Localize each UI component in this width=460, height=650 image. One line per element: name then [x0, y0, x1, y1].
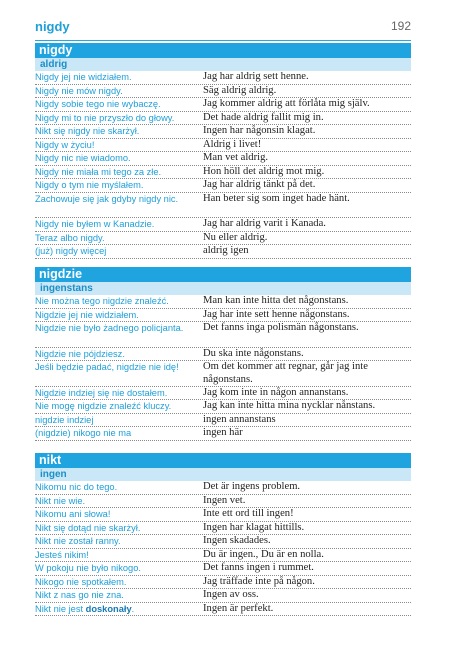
- polish-phrase: Zachowuje się jak gdyby nigdy nic.: [35, 193, 179, 204]
- polish-phrase-end: .: [131, 603, 135, 614]
- polish-phrase-text: Nikt nie jest: [35, 603, 86, 614]
- polish-phrase-bold: doskonały: [85, 603, 132, 614]
- entry-row: [35, 85, 411, 99]
- polish-phrase: Nikomu nic do tego.: [35, 482, 118, 492]
- swedish-translation: aldrig igen: [203, 245, 249, 256]
- polish-phrase: Nigdzie nie pójdziesz.: [35, 348, 125, 359]
- polish-phrase: Teraz albo nigdy.: [35, 232, 105, 243]
- entry-row: [35, 522, 411, 536]
- polish-phrase: W pokoju nie było nikogo.: [35, 563, 141, 573]
- entry-row: [35, 603, 411, 617]
- section-subtitle: ingenstans: [35, 282, 411, 295]
- entry-row: [35, 112, 411, 126]
- entry-row: [35, 481, 411, 495]
- polish-phrase: nigdzie indziej: [35, 414, 94, 425]
- swedish-translation: Hon höll det aldrig mot mig.: [203, 165, 325, 177]
- entry-row: [35, 71, 411, 85]
- entry-row: [35, 535, 411, 549]
- polish-phrase: Nikomu ani słowa!: [35, 509, 111, 519]
- entry-row: [35, 295, 411, 309]
- entry-row: [35, 322, 411, 348]
- entry-row: [35, 139, 411, 153]
- swedish-translation: ingen annanstans: [203, 413, 276, 425]
- page-header: [35, 18, 411, 41]
- swedish-translation: Ingen är perfekt.: [203, 602, 274, 614]
- section-subtitle: aldrig: [35, 58, 411, 71]
- section-nikt: [35, 453, 411, 616]
- polish-phrase: Jeśli będzie padać, nigdzie nie idę!: [35, 362, 179, 372]
- polish-phrase: Nigdy nie miała mi tego za złe.: [35, 166, 162, 177]
- swedish-translation: Nu eller aldrig.: [203, 231, 268, 243]
- swedish-translation: Säg aldrig aldrig.: [203, 84, 277, 96]
- swedish-translation: Du är ingen., Du är en nolla.: [203, 548, 324, 560]
- swedish-translation: ingen här: [203, 427, 243, 438]
- polish-phrase: Nigdzie indziej się nie dostałem.: [35, 387, 168, 398]
- swedish-translation: Det är ingens problem.: [203, 481, 301, 492]
- polish-phrase: Nie mogę nigdzie znaleźć kluczy.: [35, 401, 172, 411]
- entry-row: [35, 125, 411, 139]
- swedish-translation: Inte ett ord till ingen!: [203, 508, 294, 519]
- polish-phrase: Nigdy jej nie widziałem.: [35, 72, 132, 82]
- polish-phrase: Nigdy nic nie wiadomo.: [35, 153, 131, 163]
- polish-phrase: Jesteś nikim!: [35, 549, 89, 560]
- swedish-translation: Ingen av oss.: [203, 589, 259, 600]
- polish-phrase: Nigdy mi to nie przyszło do głowy.: [35, 112, 175, 123]
- polish-phrase: [35, 603, 203, 616]
- entry-row: [35, 193, 411, 219]
- entry-row: [35, 400, 411, 414]
- section-subtitle: ingen: [35, 468, 411, 481]
- swedish-translation: Jag har inte sett henne någonstans.: [203, 308, 350, 320]
- swedish-translation: Du ska inte någonstans.: [203, 347, 304, 359]
- polish-phrase: Nikt z nas go nie zna.: [35, 590, 124, 600]
- polish-phrase: Nie można tego nigdzie znaleźć.: [35, 296, 169, 306]
- entry-row: [35, 179, 411, 193]
- swedish-translation: Ingen skadades.: [203, 535, 271, 546]
- polish-phrase: Nikt nie został ranny.: [35, 536, 121, 546]
- polish-phrase: Nigdy sobie tego nie wybaczę.: [35, 99, 161, 109]
- entry-row: [35, 309, 411, 323]
- swedish-translation: Han beter sig som inget hade hänt.: [203, 192, 350, 204]
- polish-phrase: Nikt nie wie.: [35, 495, 86, 506]
- polish-phrase: Nigdzie jej nie widziałem.: [35, 309, 139, 320]
- section-nigdzie: [35, 267, 411, 441]
- swedish-translation: Jag träffade inte på någon.: [203, 575, 315, 587]
- polish-phrase: Nigdy w życiu!: [35, 139, 95, 150]
- entry-row: [35, 562, 411, 576]
- entry-row: [35, 166, 411, 180]
- entry-row: [35, 361, 411, 387]
- entry-row: [35, 589, 411, 603]
- swedish-translation: Aldrig i livet!: [203, 138, 262, 150]
- swedish-translation: Jag kom inte in någon annanstans.: [203, 386, 349, 398]
- polish-phrase: Nigdzie nie było żadnego policjanta.: [35, 323, 184, 333]
- polish-phrase: (już) nigdy więcej: [35, 246, 107, 256]
- section-nigdy: [35, 43, 411, 259]
- polish-phrase: Nigdy nie byłem w Kanadzie.: [35, 219, 155, 229]
- swedish-translation: Ingen har klagat hittills.: [203, 521, 305, 533]
- polish-phrase: Nigdy o tym nie myślałem.: [35, 180, 144, 190]
- swedish-translation: Man kan inte hitta det någonstans.: [203, 295, 349, 306]
- entry-row: [35, 387, 411, 401]
- entry-row: [35, 232, 411, 246]
- entry-row: [35, 152, 411, 166]
- polish-phrase: Nikt się dotąd nie skarżył.: [35, 522, 141, 533]
- swedish-translation: Jag har aldrig varit i Kanada.: [203, 218, 326, 229]
- entry-row: [35, 576, 411, 590]
- section-title: nigdy: [35, 43, 411, 58]
- entry-row: [35, 245, 411, 259]
- swedish-translation: Det hade aldrig fallit mig in.: [203, 111, 324, 123]
- entry-row: [35, 495, 411, 509]
- swedish-translation: Jag har aldrig tänkt på det.: [203, 179, 316, 190]
- entry-row: [35, 427, 411, 441]
- swedish-translation: Jag kan inte hitta mina nycklar nånstans.: [203, 400, 376, 411]
- swedish-translation: Det fanns ingen i rummet.: [203, 562, 314, 573]
- swedish-translation: Ingen har någonsin klagat.: [203, 125, 316, 136]
- entry-row: [35, 218, 411, 232]
- section-title: nikt: [35, 453, 411, 468]
- page-number: 192: [390, 19, 411, 33]
- entry-row: [35, 98, 411, 112]
- polish-phrase: (nigdzie) nikogo nie ma: [35, 428, 132, 438]
- entry-row: [35, 508, 411, 522]
- swedish-translation: Ingen vet.: [203, 494, 246, 506]
- running-head: nigdy: [35, 19, 70, 34]
- swedish-translation: Om det kommer att regnar, går jag inte någonstans.: [203, 361, 368, 385]
- swedish-translation: Jag har aldrig sett henne.: [203, 71, 309, 82]
- swedish-translation: Jag kommer aldrig att förlåta mig själv.: [203, 98, 370, 109]
- swedish-translation: Man vet aldrig.: [203, 152, 269, 163]
- polish-phrase: Nigdy nie mów nigdy.: [35, 85, 123, 96]
- swedish-translation: Det fanns inga polismän någonstans.: [203, 322, 359, 333]
- section-title: nigdzie: [35, 267, 411, 282]
- polish-phrase: Nikt się nigdy nie skarżył.: [35, 126, 140, 136]
- entry-row: [35, 549, 411, 563]
- entry-row: [35, 348, 411, 362]
- entry-row: [35, 414, 411, 428]
- polish-phrase: Nikogo nie spotkałem.: [35, 576, 127, 587]
